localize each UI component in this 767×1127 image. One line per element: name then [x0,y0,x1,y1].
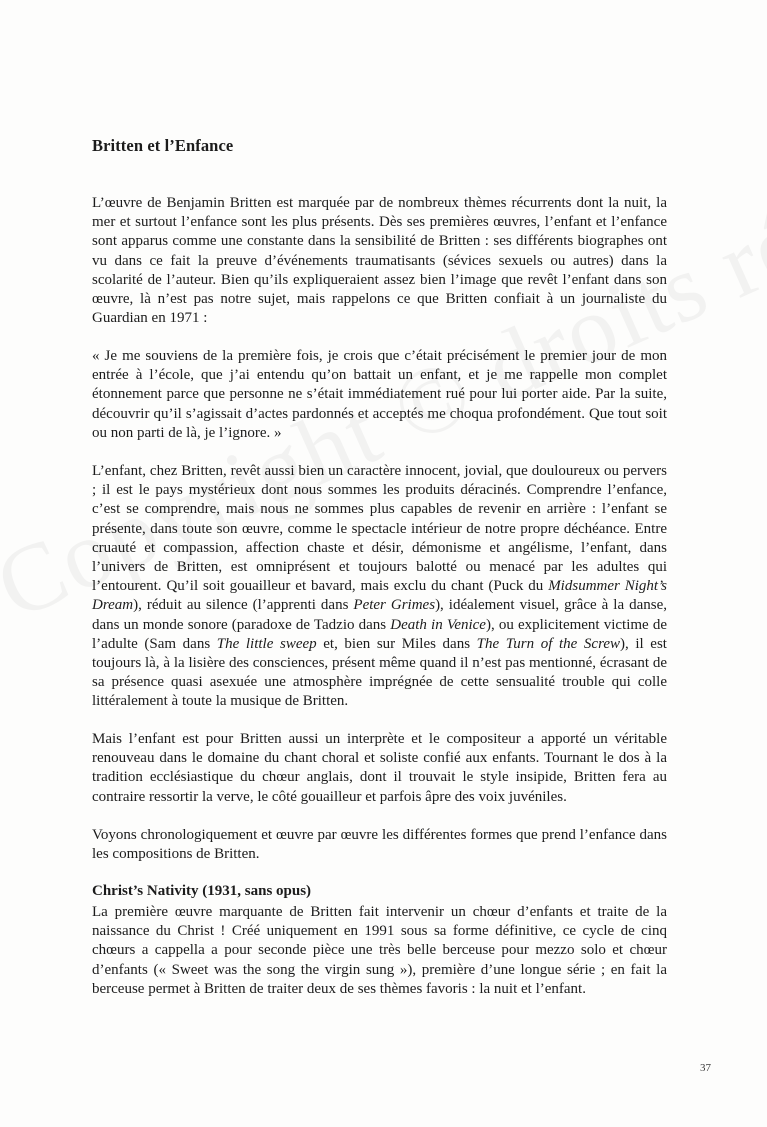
work-title: The little sweep [216,635,317,652]
section-heading: Christ’s Nativity (1931, sans opus) [92,883,312,899]
work-title: Midsummer Night’s Dream [92,578,667,614]
paragraph-interpreter: Mais l’enfant est pour Britten aussi un interprète et le compositeur a apporté un véritable renouveau dans le domaine du chant choral et soliste confié aux enfants. Tournant le dos à la tradition ecclésiastique du chœur anglais, dont il trouvait le style insipide, Britten fera au contraire ressortir la verve, le côté gouailleur et parfois âpre des voix juvéniles. [92,731,667,805]
work-title: The Turn of the Screw [476,635,621,652]
paragraph-chronology: Voyons chronologiquement et œuvre par œuvre les différentes formes que prend l’enfance dans les compositions de Britten. [92,827,667,863]
work-title: Death in Venice [390,616,486,633]
text-run: ), il est toujours là, à la lisière des consciences, présent même quand il n’est pas mentionné, écrasant de sa présence quasi asexuée une atmosphère imprégnée de cette sensualité trouble qui colle littéralement à toute la musique de Britten. [92,635,667,710]
paragraph-intro: L’œuvre de Benjamin Britten est marquée par de nombreux thèmes récurrents dont la nuit, la mer et surtout l’enfance sont les plus présents. Dès ses premières œuvres, l’enfant et l’enfance sont apparus comme une constante dans la sensibilité de Britten : ses différents biographes ont vu dans ce fait la preuve d’événements traumatisants (sévices sexuels ou autres) dans la scolarité de l’auteur. Bien qu’ils expliqueraient assez bien l’image que revêt l’enfant dans son œuvre, là n’est pas notre sujet, mais rappelons ce que Britten confiait à un journaliste du Guardian en 1971 : [92,195,667,327]
work-title: Peter Grimes [353,597,436,614]
page-number: 37 [700,1062,711,1074]
page-title: Britten et l’Enfance [92,136,234,155]
paragraph-quote: « Je me souviens de la première fois, je crois que c’était précisément le premier jour de mon entrée à l’école, que j’ai entendu qu’on battait un enfant, et je me rappelle mon complet étonnement parce que personne ne s’était immédiatement rué pour lui porter aide. Par la suite, découvrir qu’il s’agissait d’actes pardonnés et acceptés me choqua profondément. Que tout soit ou non parti de là, je l’ignore. » [92,348,667,441]
paragraph-christs-nativity: La première œuvre marquante de Britten fait intervenir un chœur d’enfants et traite de la naissance du Christ ! Créé uniquement en 1991 sous sa forme définitive, ce cycle de cinq chœurs a cappella a pour seconde pièce une très belle berceuse pour mezzo solo et chœur d’enfants (« Sweet was the song the virgin sung »), première d’une longue série ; en fait la berceuse permet à Britten de traiter deux de ses thèmes favoris : la nuit et l’enfant. [92,904,667,997]
text-run: et, bien sur Miles dans [316,635,477,652]
paragraph-childhood [92,462,667,712]
text-run: ), réduit au silence (l’apprenti dans [133,597,354,614]
text-run: ), ou explicitement victime de l’adulte (Sam dans [92,616,667,652]
text-run: L’enfant, chez Britten, revêt aussi bien un caractère innocent, jovial, que douloureux ou pervers ; il est le pays mystérieux dont nous sommes les produits déracinés. Comprendre l’enfance, c’est se comprendre, mais nous ne sommes plus capables de revenir en arrière : l’enfant se présente, dans toute son œuvre, comme le spectacle intérieur de notre propre déchéance. Entre cruauté et compassion, affection chaste et désir, démonisme et angélisme, l’enfant, dans l’univers de Britten, est omniprésent et toujours balotté ou menacé par les adultes qui l’entourent. Qu’il soit gouailleur et bavard, mais exclu du chant (Puck du [92,463,667,595]
text-run: ), idéalement visuel, grâce à la danse, dans un monde sonore (paradoxe de Tadzio dans [92,597,667,633]
